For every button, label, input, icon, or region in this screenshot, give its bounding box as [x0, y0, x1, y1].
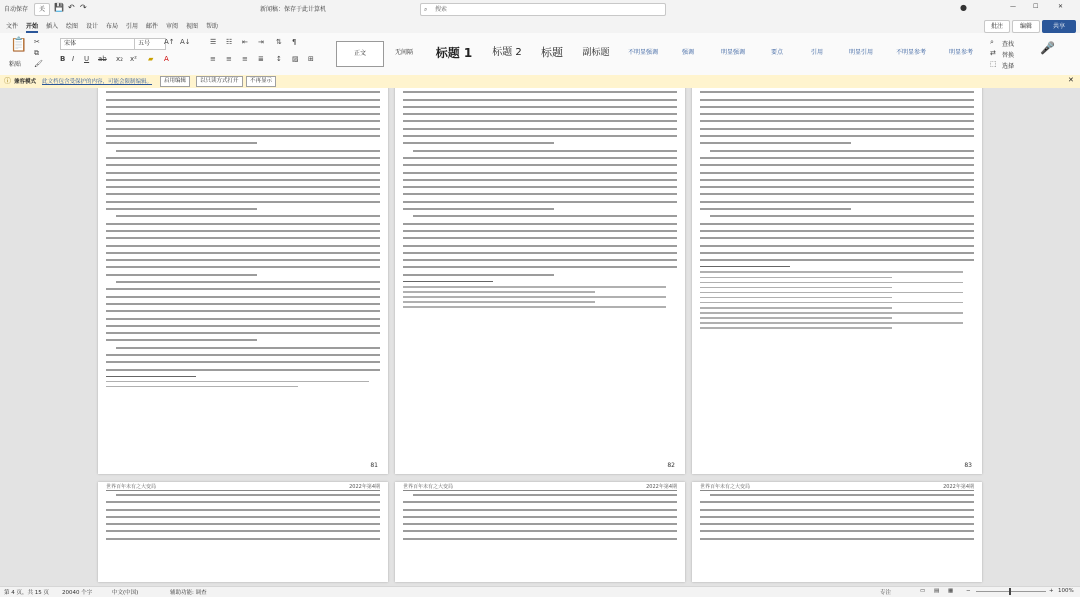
zoom-slider[interactable]: [976, 591, 1046, 592]
search-placeholder: 搜索: [435, 6, 448, 13]
justify-icon[interactable]: ≣: [258, 55, 264, 63]
header-left: 世界百年未有之大变局: [403, 484, 454, 490]
page-body: [106, 494, 380, 568]
footnote-line: [700, 312, 963, 314]
text-line: [403, 274, 554, 276]
text-line: [403, 193, 677, 195]
text-line: [116, 494, 380, 496]
text-line: [106, 369, 380, 371]
text-line: [403, 135, 677, 137]
text-line: [106, 516, 380, 518]
text-line: [700, 523, 974, 525]
text-line: [403, 252, 677, 254]
word-count[interactable]: 20040 个字: [62, 590, 93, 596]
shrink-font-icon[interactable]: A↓: [180, 38, 191, 46]
highlight-icon[interactable]: ▰: [148, 55, 154, 63]
text-line: [700, 501, 974, 503]
text-line: [106, 252, 380, 254]
text-line: [700, 201, 974, 203]
text-line: [403, 523, 677, 525]
text-line: [403, 245, 677, 247]
footnote-line: [700, 292, 963, 294]
footnote-line: [700, 322, 963, 324]
text-line: [116, 347, 380, 349]
page-header: [98, 482, 388, 492]
text-line: [106, 318, 380, 320]
text-line: [403, 128, 677, 130]
tab-review[interactable]: 审阅: [166, 23, 179, 30]
style-item[interactable]: 副标题: [582, 48, 610, 58]
header-right: 2022年第4期: [646, 484, 677, 490]
header-right: 2022年第4期: [943, 484, 974, 490]
bullets-icon[interactable]: ☰: [210, 38, 217, 46]
text-line: [106, 142, 257, 144]
text-line: [106, 172, 380, 174]
footnote-line: [700, 302, 963, 304]
text-line: [700, 186, 974, 188]
tab-mailings[interactable]: 邮件: [146, 23, 159, 30]
header-rule: [106, 490, 380, 491]
page-header: [395, 482, 685, 492]
text-line: [106, 223, 380, 225]
document-area[interactable]: [0, 88, 1080, 586]
share-button[interactable]: 共享: [1042, 20, 1076, 33]
info-icon: ⓘ: [4, 77, 11, 85]
text-line: [403, 266, 677, 268]
style-item[interactable]: 引用: [810, 49, 823, 56]
text-line: [700, 128, 974, 130]
text-line: [106, 303, 380, 305]
tab-design[interactable]: 设计: [86, 23, 99, 30]
text-line: [403, 186, 677, 188]
page-number: 83: [964, 462, 972, 469]
tab-draw[interactable]: 绘图: [66, 23, 79, 30]
page-header: [692, 482, 982, 492]
footnote-line: [700, 271, 963, 273]
text-line: [106, 530, 380, 532]
styles-gallery: [336, 33, 976, 73]
ribbon-home: [0, 33, 1080, 76]
document-page[interactable]: [395, 482, 685, 582]
page-body: [403, 494, 677, 568]
text-line: [403, 157, 677, 159]
text-line: [106, 361, 380, 363]
sort-icon[interactable]: ⇅: [276, 38, 282, 46]
text-line: [106, 120, 380, 122]
style-item[interactable]: 明显强调: [720, 49, 745, 56]
text-line: [403, 516, 677, 518]
footnote-line: [106, 381, 369, 383]
document-page[interactable]: [692, 482, 982, 582]
page-body: [403, 88, 677, 460]
style-item[interactable]: 标题: [541, 46, 563, 59]
text-line: [106, 193, 380, 195]
ribbon-tabs: [0, 17, 1080, 33]
zoom-level[interactable]: 100%: [1058, 588, 1074, 594]
text-line: [116, 281, 380, 283]
text-line: [106, 106, 380, 108]
document-page[interactable]: [395, 88, 685, 474]
text-line: [106, 113, 380, 115]
text-line: [700, 179, 974, 181]
text-line: [106, 208, 257, 210]
page-body: [106, 88, 380, 460]
style-item[interactable]: 标题 1: [435, 46, 473, 60]
select-label[interactable]: 选择: [1002, 63, 1015, 70]
document-page[interactable]: [98, 88, 388, 474]
web-layout-icon[interactable]: ▦: [948, 588, 954, 594]
redo-icon[interactable]: ↷: [80, 3, 87, 12]
style-item[interactable]: 正文: [336, 41, 384, 67]
text-line: [700, 538, 974, 540]
footnote-line: [403, 306, 666, 308]
text-line: [710, 150, 974, 152]
text-line: [106, 538, 380, 540]
text-line: [403, 164, 677, 166]
text-line: [106, 523, 380, 525]
underline-icon[interactable]: U: [84, 55, 90, 63]
replace-icon[interactable]: ⇄: [990, 49, 996, 57]
line-spacing-icon[interactable]: ↕: [276, 55, 282, 63]
focus-mode[interactable]: 专注: [880, 590, 892, 596]
font-color-icon[interactable]: A: [164, 55, 169, 63]
text-line: [106, 164, 380, 166]
dictate-icon[interactable]: 🎤: [1040, 41, 1055, 55]
dont-show-button[interactable]: 不再显示: [246, 76, 276, 87]
find-label[interactable]: 查找: [1002, 41, 1015, 48]
text-line: [106, 91, 380, 93]
accessibility-indicator[interactable]: 辅助功能: 调查: [170, 590, 207, 596]
text-line: [403, 91, 677, 93]
numbering-icon[interactable]: ☷: [226, 38, 233, 46]
text-line: [403, 530, 677, 532]
text-line: [403, 201, 677, 203]
document-page[interactable]: [692, 88, 982, 474]
style-item[interactable]: 要点: [770, 49, 783, 56]
footnote-rule: [403, 281, 493, 282]
text-line: [116, 150, 380, 152]
font-name-select[interactable]: 宋体: [60, 38, 136, 50]
text-line: [403, 501, 677, 503]
page-number: 82: [667, 462, 675, 469]
page-body: [700, 494, 974, 568]
enable-editing-button[interactable]: 启用编辑: [160, 76, 190, 87]
tab-home[interactable]: 开始: [26, 23, 39, 30]
tab-help[interactable]: 帮助: [206, 23, 219, 30]
text-line: [700, 106, 974, 108]
align-center-icon[interactable]: ≡: [226, 55, 232, 63]
style-item[interactable]: 明显引用: [848, 49, 873, 56]
italic-icon[interactable]: I: [72, 55, 75, 63]
autosave-toggle[interactable]: 关: [34, 3, 50, 16]
text-line: [413, 494, 677, 496]
text-line: [403, 237, 677, 239]
footnote-line: [403, 286, 666, 288]
format-painter-icon[interactable]: 🖌: [34, 60, 43, 68]
text-line: [106, 266, 380, 268]
superscript-icon[interactable]: x²: [130, 55, 137, 63]
tab-view[interactable]: 视图: [186, 23, 199, 30]
language-indicator[interactable]: 中文(中国): [112, 590, 139, 596]
print-layout-icon[interactable]: ▤: [934, 588, 940, 594]
text-line: [700, 99, 974, 101]
text-line: [700, 530, 974, 532]
footnote-line: [403, 301, 595, 303]
text-line: [403, 509, 677, 511]
search-box[interactable]: [420, 3, 666, 16]
style-item[interactable]: 不明显强调: [627, 49, 658, 56]
close-icon[interactable]: ✕: [1058, 3, 1064, 10]
find-icon[interactable]: ⌕: [990, 38, 994, 46]
text-line: [106, 501, 380, 503]
footnote-line: [700, 287, 892, 289]
text-line: [106, 332, 380, 334]
shading-icon[interactable]: ▨: [292, 55, 299, 63]
text-line: [700, 237, 974, 239]
align-left-icon[interactable]: ≡: [210, 55, 216, 63]
footnote-rule: [106, 376, 196, 377]
maximize-icon[interactable]: ☐: [1033, 3, 1039, 10]
page-body: [700, 88, 974, 460]
text-line: [106, 99, 380, 101]
text-line: [106, 157, 380, 159]
text-line: [116, 215, 380, 217]
page-number: 81: [370, 462, 378, 469]
text-line: [106, 230, 380, 232]
text-line: [700, 157, 974, 159]
style-item[interactable]: 无间隔: [394, 49, 413, 56]
text-line: [106, 274, 257, 276]
text-line: [106, 245, 380, 247]
footnote-line: [700, 327, 892, 329]
text-line: [403, 259, 677, 261]
text-line: [106, 259, 380, 261]
text-line: [700, 113, 974, 115]
text-line: [700, 120, 974, 122]
avatar-icon[interactable]: ●: [960, 3, 967, 12]
header-right: 2022年第4期: [349, 484, 380, 490]
footnote-line: [700, 277, 892, 279]
header-rule: [403, 490, 677, 491]
text-line: [700, 142, 851, 144]
text-line: [106, 186, 380, 188]
text-line: [700, 91, 974, 93]
autosave-label: 自动保存: [4, 6, 29, 13]
header-rule: [700, 490, 974, 491]
increase-indent-icon[interactable]: ⇥: [258, 38, 264, 46]
text-line: [700, 230, 974, 232]
text-line: [700, 172, 974, 174]
grow-font-icon[interactable]: A↑: [164, 38, 175, 46]
replace-label[interactable]: 替换: [1002, 52, 1015, 59]
text-line: [700, 208, 851, 210]
document-title: 新闻稿：保存于此计算机: [260, 6, 327, 13]
text-line: [106, 237, 380, 239]
decrease-indent-icon[interactable]: ⇤: [242, 38, 248, 46]
text-line: [106, 179, 380, 181]
select-icon[interactable]: ⬚: [990, 60, 997, 68]
text-line: [700, 259, 974, 261]
text-line: [106, 288, 380, 290]
strikethrough-icon[interactable]: ab: [98, 55, 107, 63]
text-line: [700, 193, 974, 195]
text-line: [700, 223, 974, 225]
text-line: [403, 208, 554, 210]
font-size-select[interactable]: 五号: [134, 38, 166, 50]
text-line: [700, 164, 974, 166]
read-mode-icon[interactable]: ▭: [920, 588, 926, 594]
comments-button[interactable]: 批注: [984, 20, 1010, 33]
text-line: [710, 215, 974, 217]
text-line: [403, 230, 677, 232]
text-line: [710, 494, 974, 496]
text-line: [403, 223, 677, 225]
text-line: [106, 296, 380, 298]
text-line: [700, 509, 974, 511]
text-line: [700, 516, 974, 518]
zoom-slider-thumb[interactable]: [1009, 588, 1011, 595]
show-marks-icon[interactable]: ¶: [292, 38, 297, 46]
open-read-only-button[interactable]: 以只读方式打开: [196, 76, 243, 87]
cut-icon[interactable]: ✂: [34, 38, 40, 46]
editing-mode-button[interactable]: 编辑: [1012, 20, 1040, 33]
style-item[interactable]: 不明显参考: [895, 49, 926, 56]
header-left: 世界百年未有之大变局: [700, 484, 751, 490]
message-link[interactable]: 此文档包含受保护的内容，可能会限制编辑。: [42, 79, 153, 85]
text-line: [106, 339, 257, 341]
text-line: [700, 135, 974, 137]
text-line: [106, 128, 380, 130]
tab-references[interactable]: 引用: [126, 23, 139, 30]
paste-label: 粘贴: [9, 61, 22, 68]
text-line: [106, 310, 380, 312]
text-line: [403, 106, 677, 108]
text-line: [403, 172, 677, 174]
text-line: [413, 150, 677, 152]
footnote-line: [700, 282, 963, 284]
text-line: [403, 179, 677, 181]
align-right-icon[interactable]: ≡: [242, 55, 248, 63]
text-line: [403, 142, 554, 144]
footnote-line: [700, 297, 892, 299]
text-line: [403, 113, 677, 115]
bold-icon[interactable]: B: [60, 55, 66, 63]
footnote-line: [700, 307, 892, 309]
footnote-line: [403, 296, 666, 298]
text-line: [106, 354, 380, 356]
text-line: [106, 509, 380, 511]
header-left: 世界百年未有之大变局: [106, 484, 157, 490]
borders-icon[interactable]: ⊞: [308, 55, 314, 63]
status-bar: [0, 586, 1080, 597]
style-item[interactable]: 明显参考: [948, 49, 973, 56]
text-line: [700, 252, 974, 254]
page-count[interactable]: 第 4 页，共 15 页: [4, 590, 49, 596]
tab-insert[interactable]: 插入: [46, 23, 59, 30]
text-line: [106, 135, 380, 137]
text-line: [403, 120, 677, 122]
style-item[interactable]: 标题 2: [492, 47, 522, 58]
document-page[interactable]: [98, 482, 388, 582]
text-line: [106, 325, 380, 327]
zoom-in-icon[interactable]: +: [1049, 588, 1054, 594]
subscript-icon[interactable]: x₂: [116, 55, 123, 63]
footnote-line: [700, 317, 892, 319]
footnote-line: [106, 386, 298, 388]
search-icon: ⌕: [424, 6, 428, 13]
save-icon[interactable]: 💾: [54, 3, 64, 12]
style-item[interactable]: 强调: [681, 49, 694, 56]
text-line: [106, 201, 380, 203]
message-bar: [0, 75, 1080, 89]
text-line: [700, 245, 974, 247]
tab-layout[interactable]: 布局: [106, 23, 119, 30]
copy-icon[interactable]: ⧉: [34, 49, 39, 57]
footnote-rule: [700, 266, 790, 267]
minimize-icon[interactable]: —: [1010, 3, 1016, 10]
paste-icon[interactable]: 📋: [10, 37, 28, 53]
text-line: [403, 99, 677, 101]
footnote-line: [403, 291, 595, 293]
tab-file[interactable]: 文件: [6, 23, 19, 30]
undo-icon[interactable]: ↶: [68, 3, 75, 12]
message-title: 兼容模式: [14, 79, 37, 85]
message-close-icon[interactable]: ✕: [1068, 76, 1074, 84]
zoom-out-icon[interactable]: −: [966, 588, 971, 594]
text-line: [403, 538, 677, 540]
title-bar: [0, 0, 1080, 17]
text-line: [413, 215, 677, 217]
